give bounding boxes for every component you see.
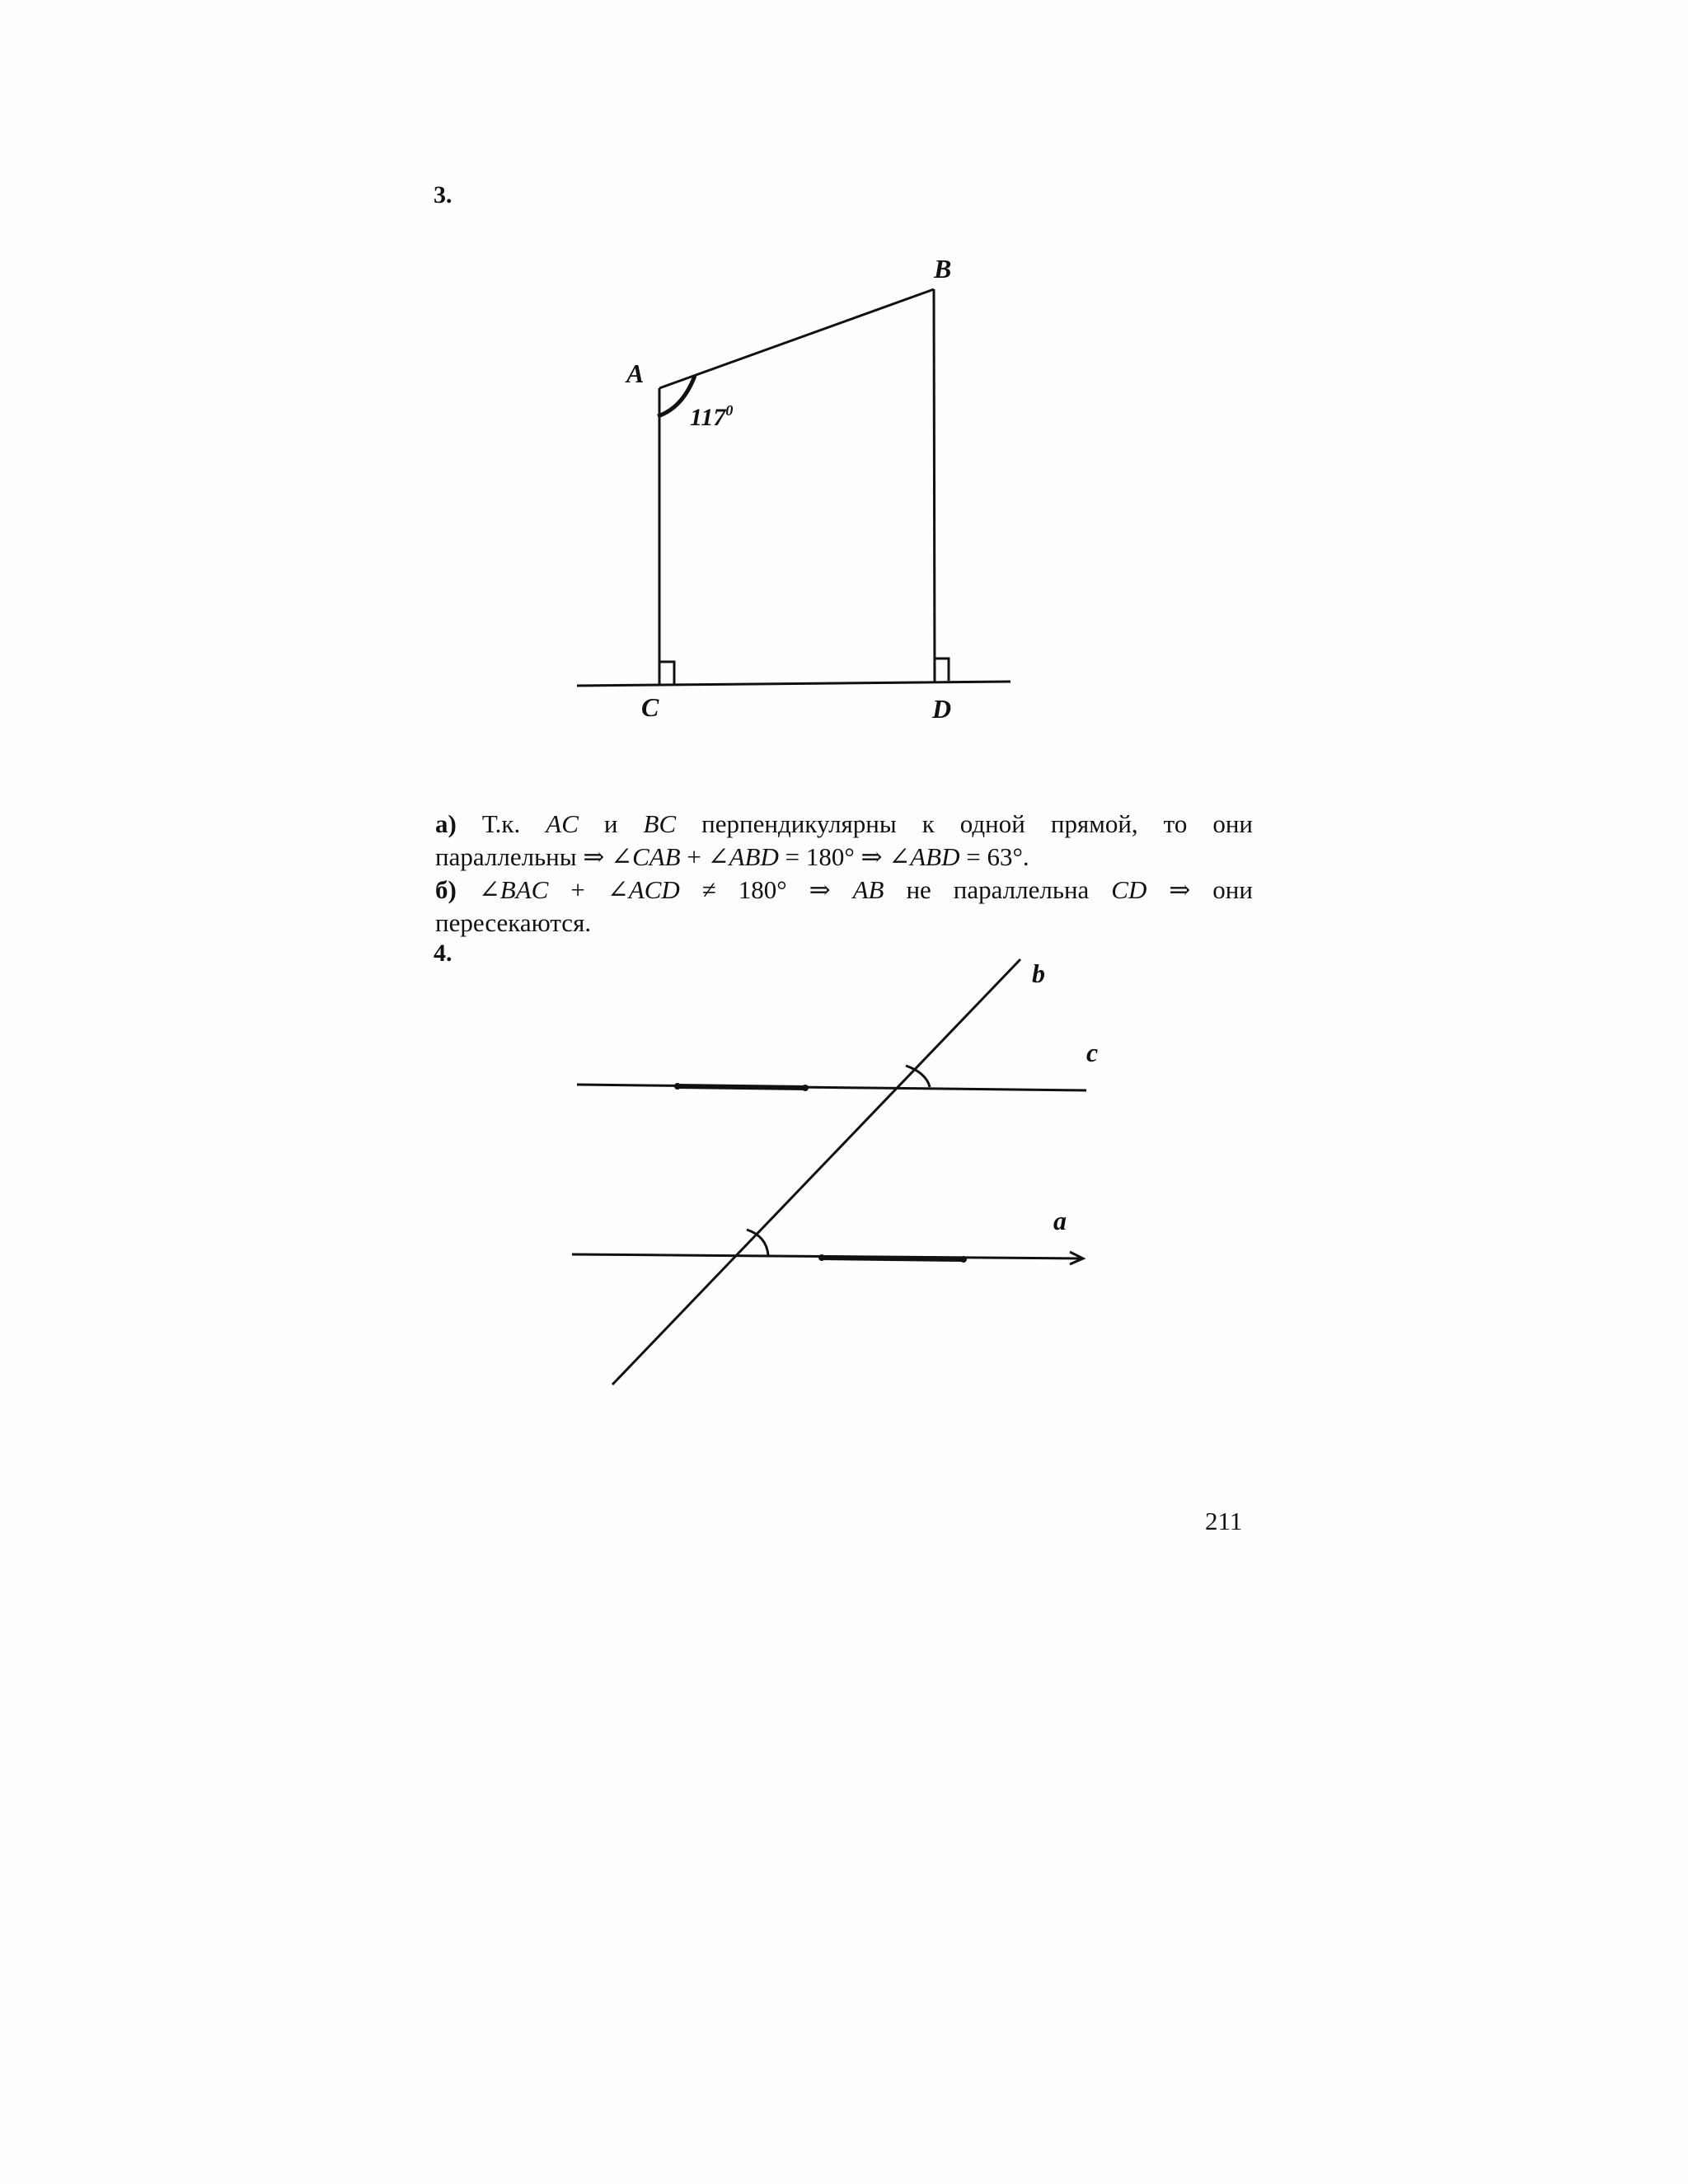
segment-on-c (678, 1086, 805, 1088)
solution-b-marker: б) (435, 875, 457, 904)
solution-b-text: ∠ (478, 875, 500, 904)
line-b (612, 959, 1020, 1385)
solution-b-text: + ∠ (548, 875, 629, 904)
page-number: 211 (1205, 1507, 1243, 1535)
solution-b-line-2: пересекаются. (435, 908, 592, 937)
solution-a-text: и (603, 809, 618, 838)
point-on-c (674, 1083, 681, 1090)
line-c (577, 1085, 1086, 1090)
point-on-a (818, 1254, 825, 1261)
problem-4-number: 4. (434, 940, 452, 967)
solution-b-text: ≠ 180° ⇒ (679, 875, 853, 904)
point-on-a (960, 1256, 967, 1263)
segment-ref: AB (852, 875, 884, 904)
solution-a-text: перпендикулярны к одной прямой, то они (701, 809, 1254, 838)
angle-ref: CAB (632, 842, 681, 871)
solution-b-text: ⇒ они (1146, 875, 1253, 904)
angle-ref: ACD (628, 875, 680, 904)
point-on-c (802, 1085, 809, 1091)
solution-a-text: Т.к. (481, 809, 521, 838)
angle-degree-mark: 0 (725, 402, 734, 419)
problem-3-number: 3. (434, 181, 452, 209)
angle-ref: BAC (499, 875, 549, 904)
solution-b-text: не параллельна (884, 875, 1112, 904)
point-label-c: C (641, 692, 659, 722)
segment-on-a (822, 1258, 964, 1259)
line-label-c: c (1086, 1038, 1099, 1067)
segment-ref: AC (546, 809, 579, 838)
solution-a-marker: а) (435, 809, 457, 838)
angle-value: 117 (690, 404, 726, 431)
solution-a-text: = 63°. (959, 842, 1029, 871)
solution-a-text: + ∠ (680, 842, 729, 871)
segment-ref: BC (643, 809, 677, 838)
point-label-d: D (932, 694, 952, 724)
line-label-b: b (1032, 958, 1045, 988)
point-label-b: B (934, 254, 952, 284)
angle-ref: ABD (910, 842, 960, 871)
solution-a-text: параллельны ⇒ ∠ (435, 842, 633, 871)
segment-ref: CD (1111, 875, 1147, 904)
angle-ref: ABD (729, 842, 779, 871)
solution-a-text: = 180° ⇒ ∠ (778, 842, 911, 871)
point-label-a: A (626, 359, 645, 388)
line-label-a: a (1053, 1206, 1067, 1235)
